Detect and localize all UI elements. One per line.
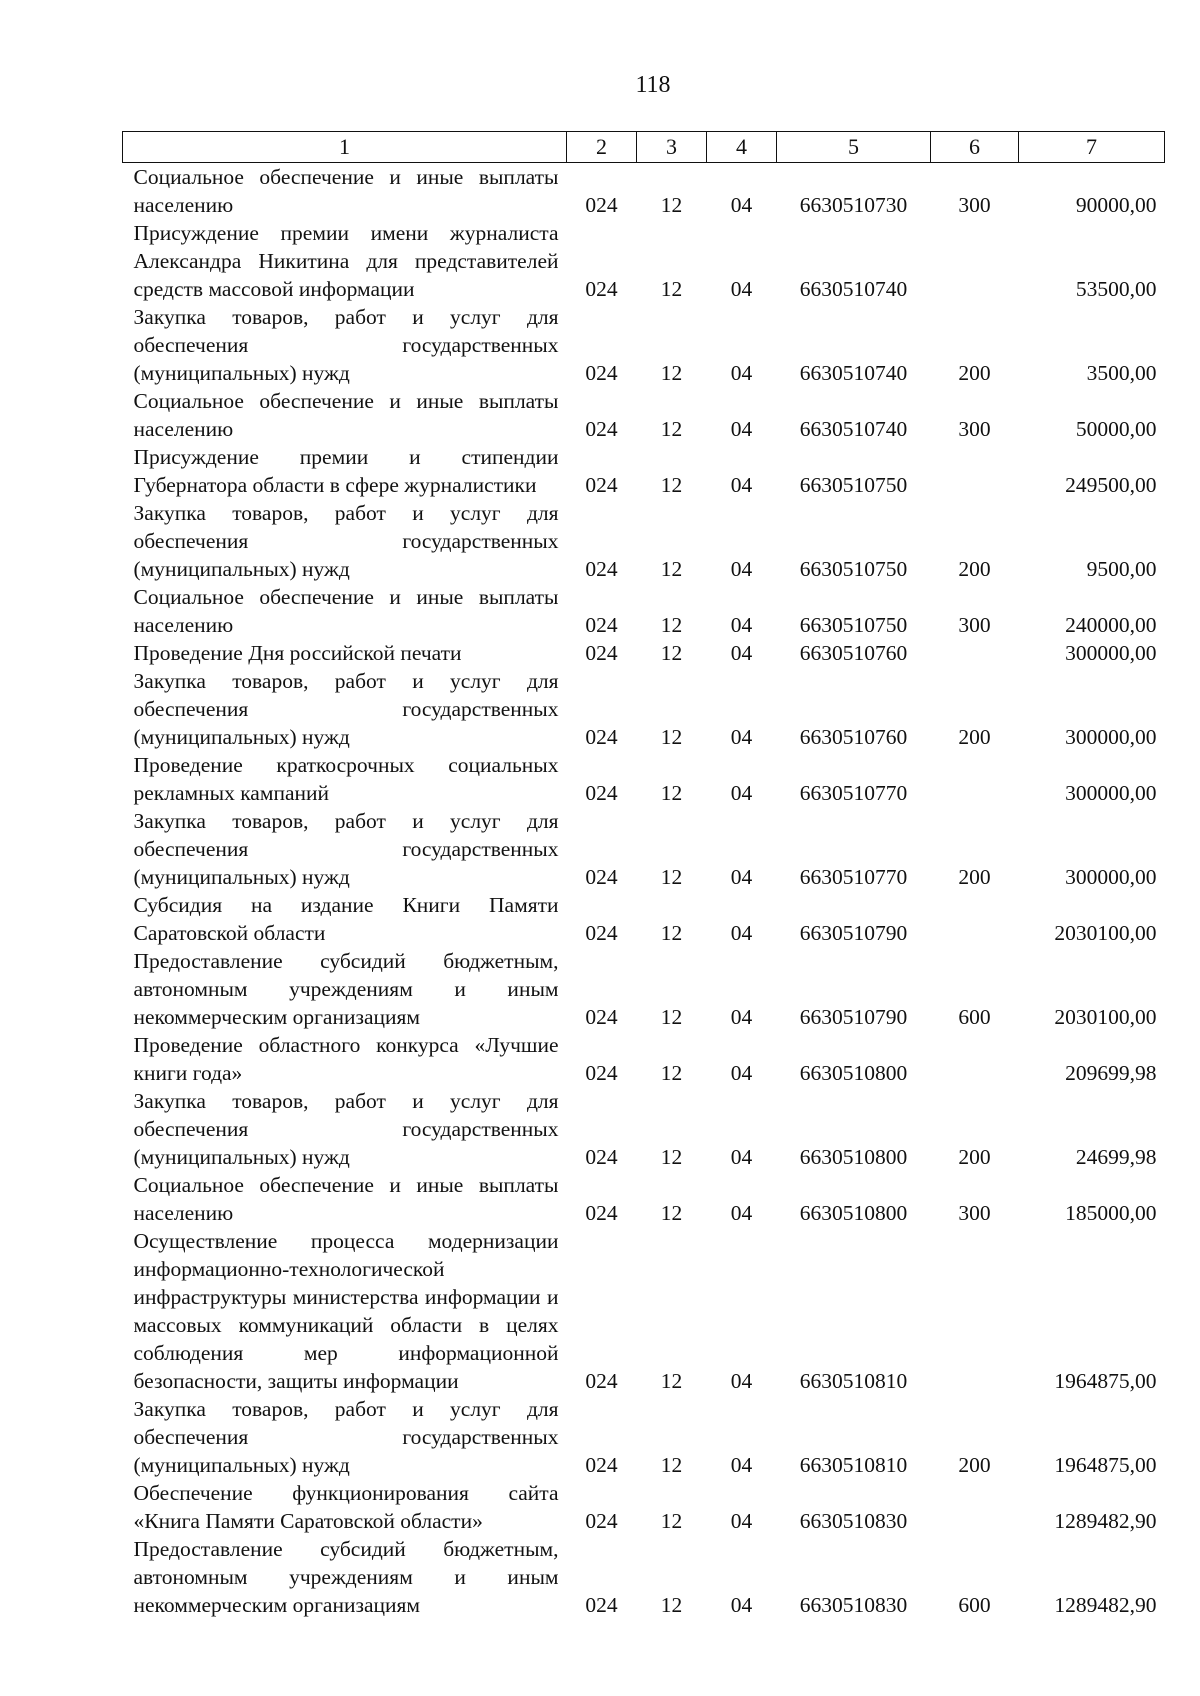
cell-amount: 1289482,90 — [1054, 1593, 1157, 1617]
cell-target-code: 6630510750 — [799, 613, 908, 637]
header-cell: 2 — [567, 132, 637, 163]
cell-target-code: 6630510810 — [799, 1453, 908, 1477]
cell-target-code: 6630510740 — [799, 361, 908, 385]
row-description: Социальное обеспечение и иные выплаты населению — [133, 165, 559, 217]
cell-target-code: 6630510830 — [799, 1593, 908, 1617]
cell-code-2: 024 — [585, 473, 618, 497]
cell-code-2: 024 — [585, 725, 618, 749]
cell-target-code: 6630510800 — [799, 1061, 908, 1085]
cell-expense-type — [931, 1031, 1019, 1087]
table-row — [123, 387, 1165, 443]
cell-code-2: 024 — [585, 557, 618, 581]
header-cell: 4 — [707, 132, 777, 163]
table-row — [123, 303, 1165, 387]
cell-code-3: 12 — [660, 921, 683, 945]
cell-expense-type — [931, 219, 1019, 303]
row-description: Социальное обеспечение и иные выплаты населению — [133, 389, 559, 441]
table-row — [123, 1087, 1165, 1171]
cell-amount: 240000,00 — [1065, 613, 1157, 637]
cell-code-4: 04 — [730, 1593, 753, 1617]
cell-target-code: 6630510810 — [799, 1369, 908, 1393]
header-row — [123, 132, 1165, 163]
cell-expense-type — [931, 1227, 1019, 1395]
cell-target-code: 6630510800 — [799, 1145, 908, 1169]
table-row — [123, 499, 1165, 583]
cell-amount: 1964875,00 — [1054, 1453, 1157, 1477]
cell-amount: 50000,00 — [1075, 417, 1157, 441]
cell-code-2: 024 — [585, 361, 618, 385]
cell-amount: 300000,00 — [1065, 725, 1157, 749]
cell-code-3: 12 — [660, 1369, 683, 1393]
cell-amount: 300000,00 — [1065, 865, 1157, 889]
row-description: Проведение краткосрочных социальных рекламных кампаний — [133, 753, 559, 805]
row-description: Осуществление процесса модернизации информационно-технологической инфраструктуры министерства информации и массовых коммуникаций области в целях соблюдения мер информационной безопасности, защиты информации — [133, 1229, 559, 1393]
cell-expense-type: 300 — [958, 1201, 991, 1225]
row-description: Присуждение премии имени журналиста Александра Никитина для представителей средств массовой информации — [133, 221, 559, 301]
cell-code-4: 04 — [730, 865, 753, 889]
cell-amount: 1289482,90 — [1054, 1509, 1157, 1533]
cell-code-3: 12 — [660, 613, 683, 637]
cell-code-4: 04 — [730, 613, 753, 637]
table-row — [123, 163, 1165, 220]
cell-amount: 300000,00 — [1065, 781, 1157, 805]
cell-code-3: 12 — [660, 725, 683, 749]
cell-expense-type — [931, 1479, 1019, 1535]
cell-code-4: 04 — [730, 781, 753, 805]
cell-code-2: 024 — [585, 1509, 618, 1533]
cell-amount: 3500,00 — [1086, 361, 1157, 385]
cell-code-3: 12 — [660, 865, 683, 889]
cell-target-code: 6630510760 — [799, 641, 908, 665]
cell-code-2: 024 — [585, 865, 618, 889]
table-row — [123, 639, 1165, 667]
cell-target-code: 6630510730 — [799, 193, 908, 217]
row-description: Присуждение премии и стипендии Губернатора области в сфере журналистики — [133, 445, 559, 497]
cell-amount: 185000,00 — [1065, 1201, 1157, 1225]
cell-expense-type: 300 — [958, 417, 991, 441]
cell-amount: 53500,00 — [1075, 277, 1157, 301]
row-description: Предоставление субсидий бюджетным, автономным учреждениям и иным некоммерческим организациям — [133, 949, 559, 1029]
cell-expense-type: 600 — [958, 1593, 991, 1617]
cell-code-3: 12 — [660, 1453, 683, 1477]
cell-code-3: 12 — [660, 1593, 683, 1617]
cell-target-code: 6630510790 — [799, 921, 908, 945]
cell-code-3: 12 — [660, 1509, 683, 1533]
cell-code-4: 04 — [730, 557, 753, 581]
cell-expense-type: 200 — [958, 1453, 991, 1477]
cell-target-code: 6630510830 — [799, 1509, 908, 1533]
header-cell: 1 — [123, 132, 567, 163]
cell-amount: 90000,00 — [1075, 193, 1157, 217]
cell-amount: 1964875,00 — [1054, 1369, 1157, 1393]
cell-code-2: 024 — [585, 193, 618, 217]
cell-code-4: 04 — [730, 1005, 753, 1029]
row-description: Социальное обеспечение и иные выплаты населению — [133, 585, 559, 637]
cell-code-2: 024 — [585, 1201, 618, 1225]
cell-amount: 9500,00 — [1086, 557, 1157, 581]
cell-code-4: 04 — [730, 641, 753, 665]
table-row — [123, 751, 1165, 807]
table-row — [123, 1479, 1165, 1535]
row-description: Социальное обеспечение и иные выплаты населению — [133, 1173, 559, 1225]
cell-target-code: 6630510790 — [799, 1005, 908, 1029]
cell-code-4: 04 — [730, 361, 753, 385]
cell-code-2: 024 — [585, 1061, 618, 1085]
row-description: Закупка товаров, работ и услуг для обеспечения государственных (муниципальных) нужд — [133, 809, 559, 889]
cell-amount: 300000,00 — [1065, 641, 1157, 665]
table-header — [123, 132, 1165, 163]
cell-code-2: 024 — [585, 641, 618, 665]
cell-code-4: 04 — [730, 1453, 753, 1477]
table-row — [123, 1031, 1165, 1087]
row-description: Субсидия на издание Книги Памяти Саратовской области — [133, 893, 559, 945]
cell-code-3: 12 — [660, 361, 683, 385]
cell-expense-type: 200 — [958, 557, 991, 581]
cell-code-4: 04 — [730, 725, 753, 749]
cell-code-4: 04 — [730, 1369, 753, 1393]
cell-amount: 2030100,00 — [1054, 1005, 1157, 1029]
cell-code-3: 12 — [660, 641, 683, 665]
cell-code-3: 12 — [660, 1201, 683, 1225]
cell-expense-type — [931, 891, 1019, 947]
row-description: Закупка товаров, работ и услуг для обеспечения государственных (муниципальных) нужд — [133, 1089, 559, 1169]
table-row — [123, 947, 1165, 1031]
cell-target-code: 6630510770 — [799, 865, 908, 889]
cell-code-2: 024 — [585, 921, 618, 945]
header-cell: 7 — [1019, 132, 1165, 163]
cell-expense-type: 200 — [958, 361, 991, 385]
cell-code-3: 12 — [660, 781, 683, 805]
header-cell: 5 — [777, 132, 931, 163]
cell-expense-type — [931, 443, 1019, 499]
table-row — [123, 1171, 1165, 1227]
page-number: 118 — [635, 72, 671, 98]
table-row — [123, 583, 1165, 639]
cell-target-code: 6630510800 — [799, 1201, 908, 1225]
table-row — [123, 1227, 1165, 1395]
table-body — [123, 163, 1165, 1620]
table-row — [123, 807, 1165, 891]
cell-code-4: 04 — [730, 1201, 753, 1225]
cell-code-2: 024 — [585, 1145, 618, 1169]
cell-code-3: 12 — [660, 557, 683, 581]
cell-code-3: 12 — [660, 1061, 683, 1085]
cell-code-4: 04 — [730, 277, 753, 301]
row-description: Проведение Дня российской печати — [133, 641, 462, 665]
cell-expense-type: 200 — [958, 725, 991, 749]
cell-code-3: 12 — [660, 473, 683, 497]
cell-code-2: 024 — [585, 1453, 618, 1477]
cell-code-3: 12 — [660, 1145, 683, 1169]
cell-amount: 24699,98 — [1075, 1145, 1157, 1169]
cell-code-2: 024 — [585, 613, 618, 637]
cell-amount: 2030100,00 — [1054, 921, 1157, 945]
row-description: Закупка товаров, работ и услуг для обеспечения государственных (муниципальных) нужд — [133, 501, 559, 581]
cell-target-code: 6630510770 — [799, 781, 908, 805]
cell-code-2: 024 — [585, 417, 618, 441]
table-row — [123, 443, 1165, 499]
row-description: Закупка товаров, работ и услуг для обеспечения государственных (муниципальных) нужд — [133, 1397, 559, 1477]
row-description: Закупка товаров, работ и услуг для обеспечения государственных (муниципальных) нужд — [133, 669, 559, 749]
cell-code-4: 04 — [730, 921, 753, 945]
cell-expense-type: 300 — [958, 613, 991, 637]
cell-target-code: 6630510750 — [799, 557, 908, 581]
table-row — [123, 1395, 1165, 1479]
budget-table — [122, 131, 1165, 1619]
table-row — [123, 219, 1165, 303]
cell-target-code: 6630510750 — [799, 473, 908, 497]
table-row — [123, 1535, 1165, 1619]
cell-code-3: 12 — [660, 417, 683, 441]
cell-expense-type: 200 — [958, 865, 991, 889]
cell-expense-type: 600 — [958, 1005, 991, 1029]
cell-amount: 209699,98 — [1065, 1061, 1157, 1085]
cell-code-4: 04 — [730, 193, 753, 217]
row-description: Проведение областного конкурса «Лучшие книги года» — [133, 1033, 559, 1085]
cell-code-4: 04 — [730, 417, 753, 441]
cell-expense-type: 200 — [958, 1145, 991, 1169]
header-cell: 6 — [931, 132, 1019, 163]
cell-expense-type — [931, 751, 1019, 807]
cell-code-3: 12 — [660, 277, 683, 301]
row-description: Обеспечение функционирования сайта «Книга Памяти Саратовской области» — [133, 1481, 559, 1533]
cell-amount: 249500,00 — [1065, 473, 1157, 497]
cell-code-2: 024 — [585, 1005, 618, 1029]
table-row — [123, 891, 1165, 947]
table-row — [123, 667, 1165, 751]
cell-code-3: 12 — [660, 1005, 683, 1029]
cell-code-4: 04 — [730, 1061, 753, 1085]
cell-code-2: 024 — [585, 1369, 618, 1393]
cell-code-2: 024 — [585, 1593, 618, 1617]
cell-expense-type — [931, 639, 1019, 667]
cell-code-2: 024 — [585, 781, 618, 805]
header-cell: 3 — [637, 132, 707, 163]
cell-target-code: 6630510740 — [799, 277, 908, 301]
cell-code-3: 12 — [660, 193, 683, 217]
cell-code-2: 024 — [585, 277, 618, 301]
row-description: Предоставление субсидий бюджетным, автономным учреждениям и иным некоммерческим организациям — [133, 1537, 559, 1617]
cell-code-4: 04 — [730, 1145, 753, 1169]
cell-target-code: 6630510760 — [799, 725, 908, 749]
cell-expense-type: 300 — [958, 193, 991, 217]
cell-code-4: 04 — [730, 1509, 753, 1533]
cell-target-code: 6630510740 — [799, 417, 908, 441]
row-description: Закупка товаров, работ и услуг для обеспечения государственных (муниципальных) нужд — [133, 305, 559, 385]
cell-code-4: 04 — [730, 473, 753, 497]
